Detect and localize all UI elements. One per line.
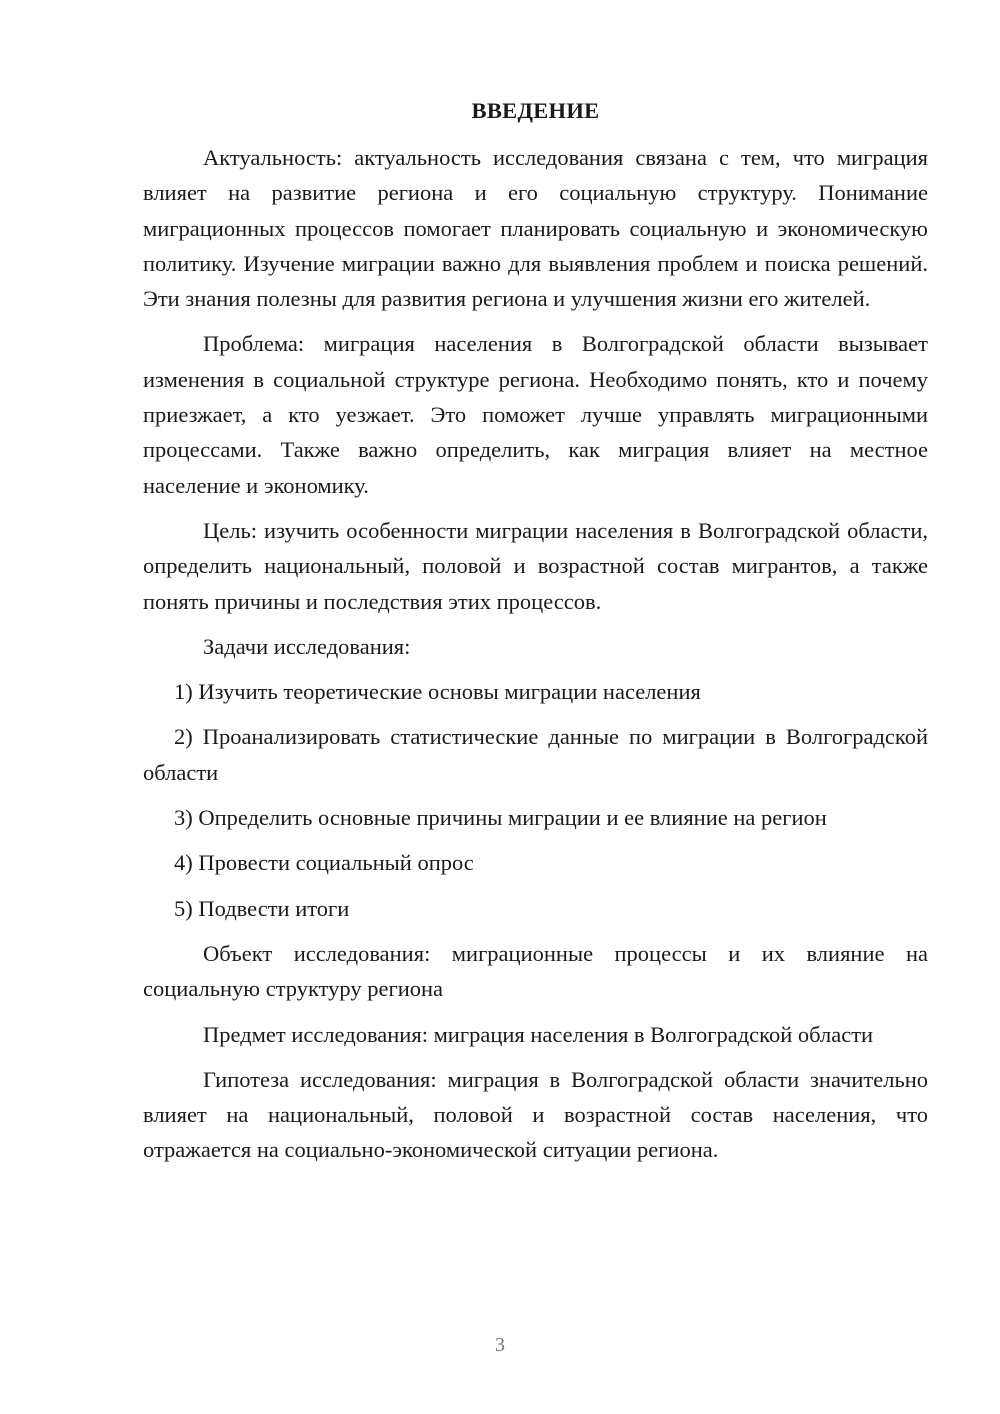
tasks-heading: Задачи исследования: (203, 633, 411, 659)
paragraph-subject: Предмет исследования: миграция населения в Волгоградской области (203, 1021, 874, 1047)
list-item: 5) Подвести итоги (174, 895, 350, 921)
document-page (143, 96, 928, 1178)
paragraph-object: Объект исследования: миграционные процессы и их влияние на социальную структуру региона (143, 940, 928, 1002)
paragraph-relevance: Актуальность: актуальность исследования связана с тем, что миграция влияет на развитие региона и его социальную структуру. Понимание миграционных процессов помогает планировать социальную и экономическую политику. Изучение миграции важно для выявления проблем и поиска решений. Эти знания полезны для развития региона и улучшения жизни его жителей. (143, 145, 928, 312)
list-item: 2) Проанализировать статистические данные по миграции в Волгоградской области (143, 724, 928, 785)
page-number: 3 (495, 1334, 505, 1356)
paragraph-problem: Проблема: миграция населения в Волгоградской области вызывает изменения в социальной структуре региона. Необходимо понять, кто и почему приезжает, а кто уезжает. Это поможет лучше управлять миграционными процессами. Также важно определить, как миграция влияет на местное население и экономику. (143, 331, 928, 498)
list-item: 1) Изучить теоретические основы миграции населения (174, 679, 701, 705)
list-item: 3) Определить основные причины миграции и ее влияние на регион (174, 805, 827, 831)
paragraph-hypothesis: Гипотеза исследования: миграция в Волгоградской области значительно влияет на национальный, половой и возрастной состав населения, что отражается на социально-экономической ситуации региона. (143, 1066, 928, 1163)
tasks-list (143, 674, 928, 926)
list-item: 4) Провести социальный опрос (174, 850, 474, 876)
paragraph-goal: Цель: изучить особенности миграции населения в Волгоградской области, определить национальный, половой и возрастной состав мигрантов, а также понять причины и последствия этих процессов. (143, 517, 928, 614)
document-title: ВВЕДЕНИЕ (471, 98, 600, 123)
